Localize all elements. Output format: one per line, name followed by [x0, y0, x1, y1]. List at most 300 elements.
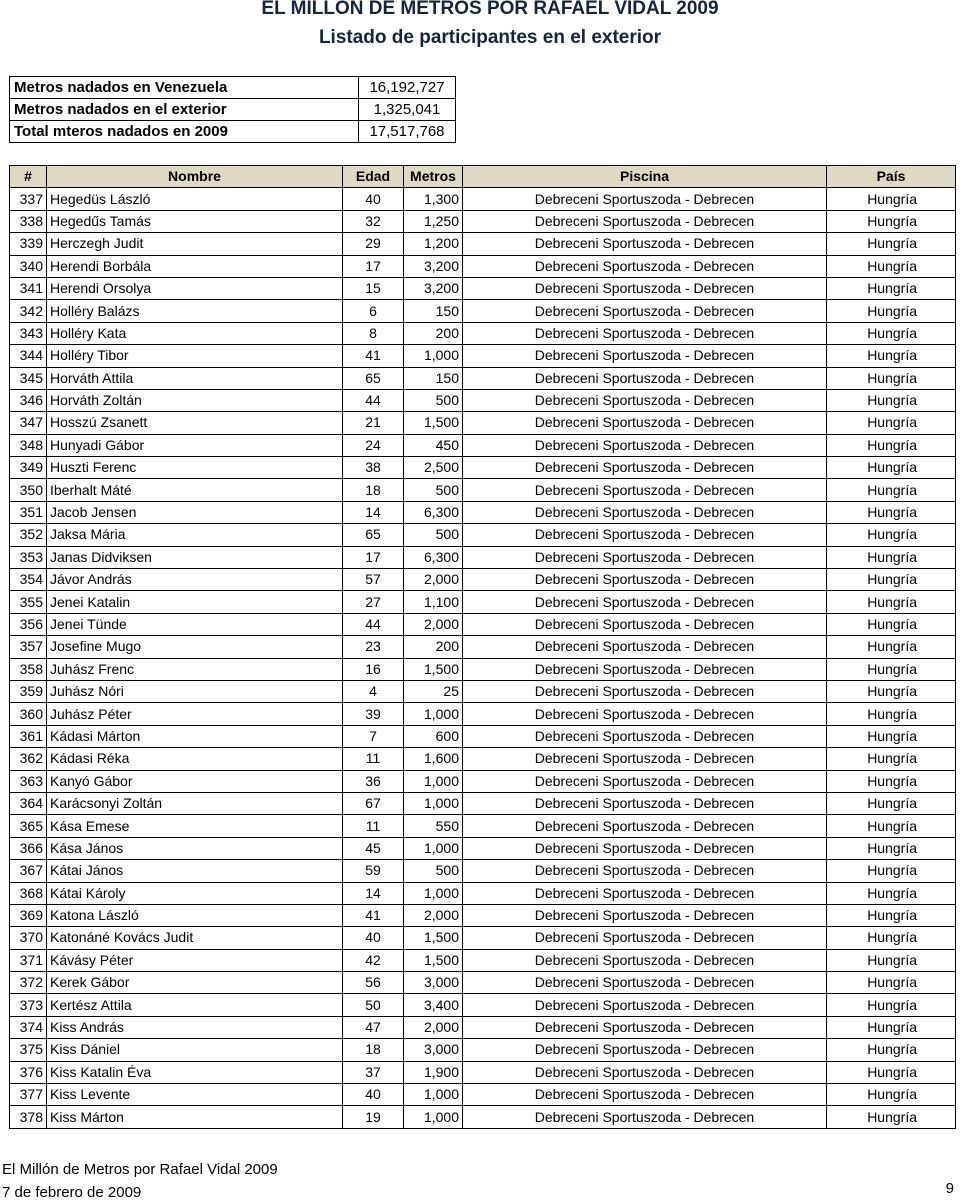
cell-country: Hungría — [827, 636, 956, 658]
cell-age: 11 — [343, 815, 404, 837]
cell-country: Hungría — [827, 300, 956, 322]
cell-meters: 6,300 — [404, 546, 463, 568]
cell-number: 348 — [10, 434, 47, 456]
table-row — [10, 815, 956, 837]
cell-number: 355 — [10, 591, 47, 613]
cell-country: Hungría — [827, 1084, 956, 1106]
cell-meters: 1,500 — [404, 412, 463, 434]
cell-age: 39 — [343, 703, 404, 725]
table-row — [10, 792, 956, 814]
table-row — [10, 345, 956, 367]
cell-pool: Debreceni Sportuszoda - Debrecen — [463, 927, 827, 949]
cell-name: Kiss Márton — [47, 1106, 343, 1128]
cell-pool: Debreceni Sportuszoda - Debrecen — [463, 501, 827, 523]
cell-country: Hungría — [827, 860, 956, 882]
cell-pool: Debreceni Sportuszoda - Debrecen — [463, 904, 827, 926]
summary-label: Metros nadados en Venezuela — [10, 77, 359, 99]
cell-pool: Debreceni Sportuszoda - Debrecen — [463, 389, 827, 411]
cell-number: 360 — [10, 703, 47, 725]
cell-pool: Debreceni Sportuszoda - Debrecen — [463, 1084, 827, 1106]
cell-pool: Debreceni Sportuszoda - Debrecen — [463, 837, 827, 859]
page-number: 9 — [945, 1180, 954, 1197]
table-row — [10, 680, 956, 702]
table-row — [10, 524, 956, 546]
cell-pool: Debreceni Sportuszoda - Debrecen — [463, 569, 827, 591]
cell-age: 17 — [343, 546, 404, 568]
cell-country: Hungría — [827, 389, 956, 411]
cell-meters: 1,000 — [404, 345, 463, 367]
cell-name: Jávor András — [47, 569, 343, 591]
cell-age: 14 — [343, 882, 404, 904]
cell-number: 343 — [10, 322, 47, 344]
cell-pool: Debreceni Sportuszoda - Debrecen — [463, 658, 827, 680]
cell-meters: 1,000 — [404, 1106, 463, 1128]
table-row — [10, 412, 956, 434]
cell-pool: Debreceni Sportuszoda - Debrecen — [463, 949, 827, 971]
cell-number: 338 — [10, 210, 47, 232]
cell-pool: Debreceni Sportuszoda - Debrecen — [463, 725, 827, 747]
cell-meters: 2,000 — [404, 569, 463, 591]
cell-age: 4 — [343, 680, 404, 702]
cell-name: Katona László — [47, 904, 343, 926]
table-row — [10, 1106, 956, 1128]
cell-pool: Debreceni Sportuszoda - Debrecen — [463, 524, 827, 546]
cell-name: Holléry Tibor — [47, 345, 343, 367]
cell-number: 373 — [10, 994, 47, 1016]
cell-country: Hungría — [827, 322, 956, 344]
cell-name: Hegedüs László — [47, 188, 343, 210]
table-row — [10, 927, 956, 949]
col-header-meters: Metros — [404, 166, 463, 188]
table-row — [10, 658, 956, 680]
cell-meters: 1,250 — [404, 210, 463, 232]
cell-pool: Debreceni Sportuszoda - Debrecen — [463, 277, 827, 299]
cell-name: Juhász Frenc — [47, 658, 343, 680]
cell-name: Hunyadi Gábor — [47, 434, 343, 456]
cell-meters: 600 — [404, 725, 463, 747]
cell-age: 18 — [343, 479, 404, 501]
cell-pool: Debreceni Sportuszoda - Debrecen — [463, 591, 827, 613]
cell-name: Hosszú Zsanett — [47, 412, 343, 434]
table-row — [10, 255, 956, 277]
cell-number: 347 — [10, 412, 47, 434]
table-row — [10, 434, 956, 456]
cell-meters: 1,100 — [404, 591, 463, 613]
cell-number: 366 — [10, 837, 47, 859]
summary-row — [10, 77, 456, 99]
cell-age: 17 — [343, 255, 404, 277]
cell-meters: 1,500 — [404, 658, 463, 680]
cell-meters: 1,300 — [404, 188, 463, 210]
cell-meters: 25 — [404, 680, 463, 702]
col-header-country: País — [827, 166, 956, 188]
cell-age: 47 — [343, 1016, 404, 1038]
cell-country: Hungría — [827, 994, 956, 1016]
cell-age: 11 — [343, 748, 404, 770]
summary-row — [10, 99, 456, 121]
cell-number: 378 — [10, 1106, 47, 1128]
cell-meters: 2,000 — [404, 1016, 463, 1038]
cell-country: Hungría — [827, 1106, 956, 1128]
cell-name: Kávásy Péter — [47, 949, 343, 971]
cell-number: 350 — [10, 479, 47, 501]
footer-date: 7 de febrero de 2009 — [2, 1184, 142, 1201]
cell-meters: 1,200 — [404, 233, 463, 255]
cell-name: Horváth Zoltán — [47, 389, 343, 411]
cell-age: 37 — [343, 1061, 404, 1083]
cell-pool: Debreceni Sportuszoda - Debrecen — [463, 748, 827, 770]
cell-age: 65 — [343, 367, 404, 389]
col-header-pool: Piscina — [463, 166, 827, 188]
cell-meters: 2,500 — [404, 457, 463, 479]
cell-number: 358 — [10, 658, 47, 680]
summary-label: Metros nadados en el exterior — [10, 99, 359, 121]
table-row — [10, 1084, 956, 1106]
cell-number: 354 — [10, 569, 47, 591]
cell-age: 56 — [343, 972, 404, 994]
cell-pool: Debreceni Sportuszoda - Debrecen — [463, 322, 827, 344]
cell-age: 21 — [343, 412, 404, 434]
table-row — [10, 748, 956, 770]
cell-number: 362 — [10, 748, 47, 770]
cell-country: Hungría — [827, 770, 956, 792]
cell-meters: 500 — [404, 479, 463, 501]
cell-pool: Debreceni Sportuszoda - Debrecen — [463, 210, 827, 232]
table-row — [10, 210, 956, 232]
cell-name: Kerek Gábor — [47, 972, 343, 994]
table-row — [10, 233, 956, 255]
table-row — [10, 1061, 956, 1083]
cell-pool: Debreceni Sportuszoda - Debrecen — [463, 882, 827, 904]
cell-pool: Debreceni Sportuszoda - Debrecen — [463, 1039, 827, 1061]
cell-country: Hungría — [827, 1039, 956, 1061]
cell-pool: Debreceni Sportuszoda - Debrecen — [463, 457, 827, 479]
cell-name: Kanyó Gábor — [47, 770, 343, 792]
cell-country: Hungría — [827, 434, 956, 456]
table-row — [10, 882, 956, 904]
cell-number: 346 — [10, 389, 47, 411]
cell-number: 363 — [10, 770, 47, 792]
cell-country: Hungría — [827, 949, 956, 971]
cell-name: Josefine Mugo — [47, 636, 343, 658]
cell-name: Huszti Ferenc — [47, 457, 343, 479]
cell-number: 357 — [10, 636, 47, 658]
cell-name: Kása Emese — [47, 815, 343, 837]
cell-pool: Debreceni Sportuszoda - Debrecen — [463, 233, 827, 255]
table-row — [10, 636, 956, 658]
cell-age: 45 — [343, 837, 404, 859]
cell-age: 40 — [343, 1084, 404, 1106]
cell-meters: 450 — [404, 434, 463, 456]
cell-age: 14 — [343, 501, 404, 523]
cell-country: Hungría — [827, 277, 956, 299]
table-row — [10, 501, 956, 523]
cell-pool: Debreceni Sportuszoda - Debrecen — [463, 345, 827, 367]
cell-age: 50 — [343, 994, 404, 1016]
cell-country: Hungría — [827, 725, 956, 747]
cell-meters: 200 — [404, 636, 463, 658]
cell-country: Hungría — [827, 524, 956, 546]
cell-country: Hungría — [827, 367, 956, 389]
table-row — [10, 837, 956, 859]
cell-meters: 200 — [404, 322, 463, 344]
cell-meters: 1,000 — [404, 837, 463, 859]
cell-country: Hungría — [827, 904, 956, 926]
cell-age: 27 — [343, 591, 404, 613]
cell-number: 341 — [10, 277, 47, 299]
cell-country: Hungría — [827, 1061, 956, 1083]
col-header-age: Edad — [343, 166, 404, 188]
cell-age: 65 — [343, 524, 404, 546]
cell-name: Horváth Attila — [47, 367, 343, 389]
cell-name: Katonáné Kovács Judit — [47, 927, 343, 949]
cell-country: Hungría — [827, 569, 956, 591]
cell-name: Kádasi Réka — [47, 748, 343, 770]
cell-name: Holléry Balázs — [47, 300, 343, 322]
cell-meters: 500 — [404, 524, 463, 546]
cell-number: 369 — [10, 904, 47, 926]
cell-pool: Debreceni Sportuszoda - Debrecen — [463, 770, 827, 792]
cell-meters: 1,500 — [404, 927, 463, 949]
cell-number: 344 — [10, 345, 47, 367]
cell-meters: 1,000 — [404, 882, 463, 904]
cell-age: 57 — [343, 569, 404, 591]
cell-country: Hungría — [827, 188, 956, 210]
cell-age: 18 — [343, 1039, 404, 1061]
cell-pool: Debreceni Sportuszoda - Debrecen — [463, 434, 827, 456]
cell-number: 342 — [10, 300, 47, 322]
cell-age: 29 — [343, 233, 404, 255]
cell-pool: Debreceni Sportuszoda - Debrecen — [463, 994, 827, 1016]
cell-meters: 1,000 — [404, 1084, 463, 1106]
cell-name: Jenei Tünde — [47, 613, 343, 635]
summary-value: 1,325,041 — [359, 99, 456, 121]
table-row — [10, 277, 956, 299]
cell-number: 359 — [10, 680, 47, 702]
table-row — [10, 860, 956, 882]
cell-age: 15 — [343, 277, 404, 299]
cell-country: Hungría — [827, 457, 956, 479]
cell-number: 370 — [10, 927, 47, 949]
cell-age: 44 — [343, 613, 404, 635]
table-row — [10, 703, 956, 725]
table-row — [10, 1039, 956, 1061]
cell-pool: Debreceni Sportuszoda - Debrecen — [463, 703, 827, 725]
cell-number: 376 — [10, 1061, 47, 1083]
cell-country: Hungría — [827, 927, 956, 949]
cell-country: Hungría — [827, 837, 956, 859]
table-row — [10, 904, 956, 926]
cell-number: 349 — [10, 457, 47, 479]
cell-country: Hungría — [827, 680, 956, 702]
cell-age: 36 — [343, 770, 404, 792]
cell-name: Hegedűs Tamás — [47, 210, 343, 232]
cell-name: Kiss Levente — [47, 1084, 343, 1106]
cell-country: Hungría — [827, 412, 956, 434]
table-row — [10, 949, 956, 971]
cell-age: 41 — [343, 345, 404, 367]
cell-name: Kertész Attila — [47, 994, 343, 1016]
summary-label: Total mteros nadados en 2009 — [10, 121, 359, 143]
cell-pool: Debreceni Sportuszoda - Debrecen — [463, 815, 827, 837]
cell-name: Kiss András — [47, 1016, 343, 1038]
table-row — [10, 367, 956, 389]
table-header-row — [10, 166, 956, 188]
cell-number: 377 — [10, 1084, 47, 1106]
cell-meters: 6,300 — [404, 501, 463, 523]
cell-pool: Debreceni Sportuszoda - Debrecen — [463, 680, 827, 702]
footer-event-name: El Millón de Metros por Rafael Vidal 2009 — [2, 1161, 278, 1178]
cell-name: Herendi Borbála — [47, 255, 343, 277]
cell-age: 41 — [343, 904, 404, 926]
cell-name: Karácsonyi Zoltán — [47, 792, 343, 814]
cell-meters: 2,000 — [404, 613, 463, 635]
cell-pool: Debreceni Sportuszoda - Debrecen — [463, 412, 827, 434]
cell-age: 38 — [343, 457, 404, 479]
table-row — [10, 725, 956, 747]
table-row — [10, 591, 956, 613]
cell-country: Hungría — [827, 703, 956, 725]
cell-age: 44 — [343, 389, 404, 411]
page-title: EL MILLON DE METROS POR RAFAEL VIDAL 2009 — [261, 0, 719, 19]
cell-meters: 2,000 — [404, 904, 463, 926]
cell-name: Juhász Péter — [47, 703, 343, 725]
summary-table — [9, 76, 456, 143]
cell-pool: Debreceni Sportuszoda - Debrecen — [463, 792, 827, 814]
table-row — [10, 546, 956, 568]
cell-meters: 1,900 — [404, 1061, 463, 1083]
table-row — [10, 994, 956, 1016]
cell-age: 40 — [343, 188, 404, 210]
cell-name: Herendi Orsolya — [47, 277, 343, 299]
table-row — [10, 972, 956, 994]
cell-name: Kádasi Márton — [47, 725, 343, 747]
cell-age: 16 — [343, 658, 404, 680]
cell-pool: Debreceni Sportuszoda - Debrecen — [463, 188, 827, 210]
col-header-number: # — [10, 166, 47, 188]
cell-country: Hungría — [827, 210, 956, 232]
cell-pool: Debreceni Sportuszoda - Debrecen — [463, 255, 827, 277]
summary-value: 17,517,768 — [359, 121, 456, 143]
cell-age: 7 — [343, 725, 404, 747]
cell-meters: 1,000 — [404, 703, 463, 725]
cell-number: 365 — [10, 815, 47, 837]
cell-pool: Debreceni Sportuszoda - Debrecen — [463, 1106, 827, 1128]
cell-country: Hungría — [827, 479, 956, 501]
cell-number: 364 — [10, 792, 47, 814]
cell-country: Hungría — [827, 345, 956, 367]
cell-meters: 1,600 — [404, 748, 463, 770]
cell-name: Jacob Jensen — [47, 501, 343, 523]
cell-age: 32 — [343, 210, 404, 232]
cell-age: 23 — [343, 636, 404, 658]
cell-age: 19 — [343, 1106, 404, 1128]
cell-number: 367 — [10, 860, 47, 882]
summary-row — [10, 121, 456, 143]
cell-age: 67 — [343, 792, 404, 814]
page-subtitle: Listado de participantes en el exterior — [318, 27, 662, 48]
cell-meters: 3,200 — [404, 255, 463, 277]
cell-pool: Debreceni Sportuszoda - Debrecen — [463, 613, 827, 635]
cell-number: 352 — [10, 524, 47, 546]
cell-country: Hungría — [827, 255, 956, 277]
cell-meters: 3,000 — [404, 1039, 463, 1061]
cell-name: Janas Didviksen — [47, 546, 343, 568]
table-row — [10, 389, 956, 411]
cell-meters: 500 — [404, 860, 463, 882]
cell-name: Jaksa Mária — [47, 524, 343, 546]
cell-name: Jenei Katalin — [47, 591, 343, 613]
cell-pool: Debreceni Sportuszoda - Debrecen — [463, 636, 827, 658]
cell-number: 339 — [10, 233, 47, 255]
cell-country: Hungría — [827, 233, 956, 255]
cell-country: Hungría — [827, 792, 956, 814]
table-row — [10, 300, 956, 322]
cell-meters: 1,000 — [404, 792, 463, 814]
cell-number: 356 — [10, 613, 47, 635]
cell-meters: 1,500 — [404, 949, 463, 971]
cell-number: 353 — [10, 546, 47, 568]
participants-table — [9, 165, 956, 1129]
table-row — [10, 479, 956, 501]
table-row — [10, 1016, 956, 1038]
cell-country: Hungría — [827, 748, 956, 770]
cell-age: 42 — [343, 949, 404, 971]
cell-meters: 550 — [404, 815, 463, 837]
cell-country: Hungría — [827, 658, 956, 680]
cell-name: Kiss Katalin Éva — [47, 1061, 343, 1083]
cell-name: Kátai János — [47, 860, 343, 882]
cell-meters: 3,000 — [404, 972, 463, 994]
cell-name: Kiss Dániel — [47, 1039, 343, 1061]
cell-number: 361 — [10, 725, 47, 747]
cell-name: Herczegh Judit — [47, 233, 343, 255]
table-row — [10, 457, 956, 479]
cell-name: Juhász Nóri — [47, 680, 343, 702]
cell-meters: 500 — [404, 389, 463, 411]
cell-country: Hungría — [827, 546, 956, 568]
table-row — [10, 322, 956, 344]
cell-number: 372 — [10, 972, 47, 994]
cell-age: 24 — [343, 434, 404, 456]
cell-meters: 3,400 — [404, 994, 463, 1016]
cell-meters: 3,200 — [404, 277, 463, 299]
cell-country: Hungría — [827, 972, 956, 994]
cell-age: 59 — [343, 860, 404, 882]
cell-number: 374 — [10, 1016, 47, 1038]
cell-name: Kátai Károly — [47, 882, 343, 904]
table-row — [10, 569, 956, 591]
cell-pool: Debreceni Sportuszoda - Debrecen — [463, 546, 827, 568]
cell-country: Hungría — [827, 1016, 956, 1038]
col-header-name: Nombre — [47, 166, 343, 188]
cell-pool: Debreceni Sportuszoda - Debrecen — [463, 1016, 827, 1038]
cell-country: Hungría — [827, 882, 956, 904]
cell-country: Hungría — [827, 613, 956, 635]
cell-number: 375 — [10, 1039, 47, 1061]
cell-age: 40 — [343, 927, 404, 949]
table-row — [10, 770, 956, 792]
cell-pool: Debreceni Sportuszoda - Debrecen — [463, 972, 827, 994]
cell-pool: Debreceni Sportuszoda - Debrecen — [463, 479, 827, 501]
cell-age: 8 — [343, 322, 404, 344]
cell-name: Holléry Kata — [47, 322, 343, 344]
cell-country: Hungría — [827, 591, 956, 613]
cell-meters: 150 — [404, 300, 463, 322]
cell-pool: Debreceni Sportuszoda - Debrecen — [463, 300, 827, 322]
cell-number: 345 — [10, 367, 47, 389]
cell-age: 6 — [343, 300, 404, 322]
